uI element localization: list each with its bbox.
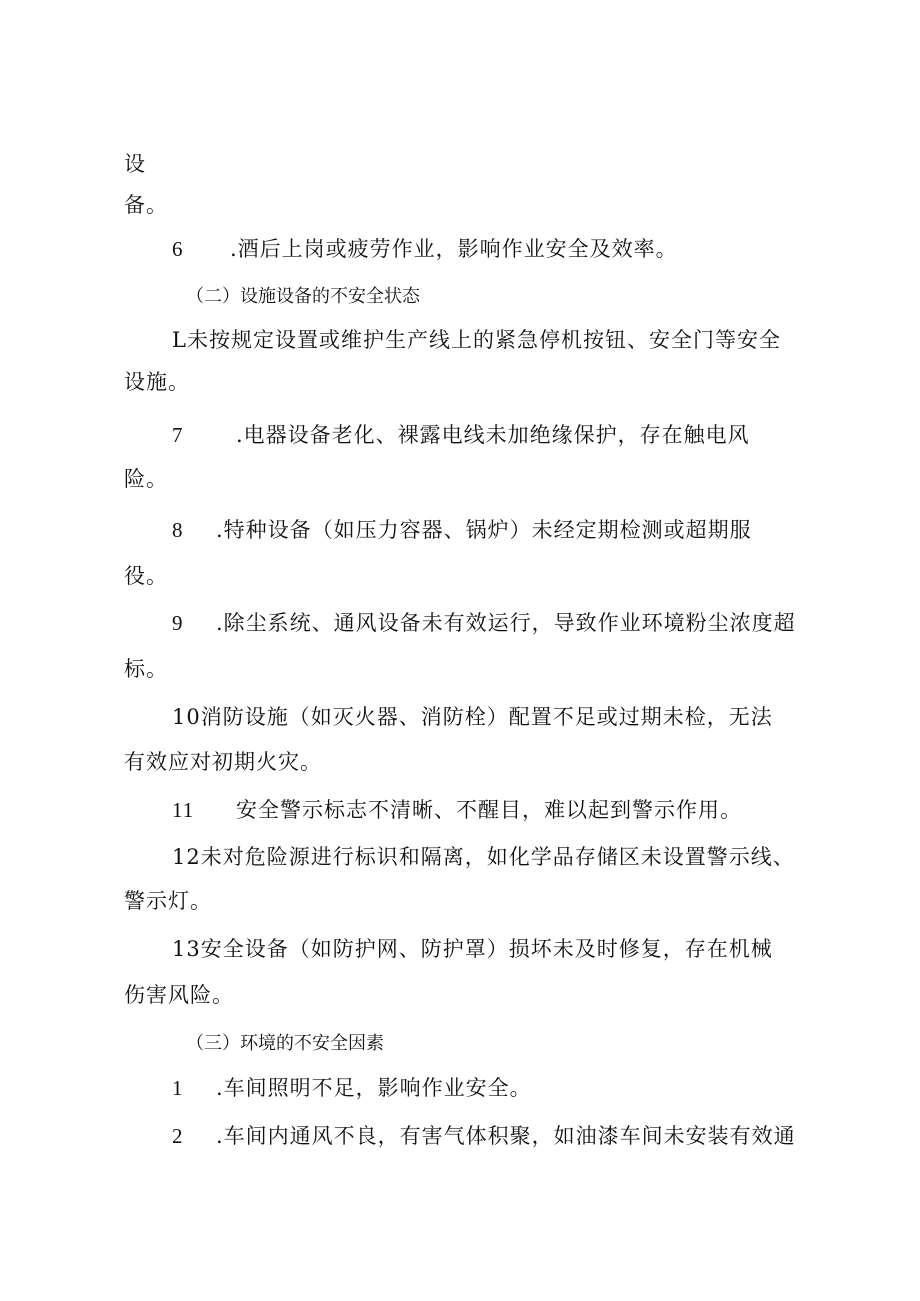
text-line	[124, 149, 146, 179]
text-line	[124, 190, 168, 220]
item-text: .特种设备（如压力容器、锅炉）未经定期检测或超期服	[216, 518, 752, 542]
list-item	[172, 608, 796, 638]
item-text: .电器设备老化、裸露电线未加绝缘保护，存在触电风	[236, 423, 750, 447]
item-text: 10消防设施（如灭火器、消防栓）配置不足或过期未检，无法	[172, 705, 773, 729]
text-line	[124, 747, 322, 777]
list-item	[172, 234, 678, 264]
line-text: 警示灯。	[124, 889, 212, 913]
item-number: 1	[172, 1076, 184, 1100]
line-text: 伤害风险。	[124, 983, 234, 1007]
line-text: 设	[124, 152, 146, 176]
item-text: 12未对危险源进行标识和隔离，如化学品存储区未设置警示线、	[172, 845, 795, 869]
text-line	[124, 654, 168, 684]
item-text: .车间内通风不良，有害气体积聚，如油漆车间未安装有效通	[216, 1124, 796, 1148]
line-text: 设施。	[124, 370, 190, 394]
line-text: 险。	[124, 467, 168, 491]
text-line	[124, 561, 168, 591]
item-number: 8	[172, 518, 184, 542]
item-number: 6	[172, 237, 184, 261]
line-text: 有效应对初期火灾。	[124, 750, 322, 774]
list-item	[172, 934, 773, 964]
line-text: 役。	[124, 564, 168, 588]
item-text: 13安全设备（如防护网、防护罩）损坏未及时修复，存在机械	[172, 937, 773, 961]
list-item	[172, 1121, 796, 1151]
item-number: 2	[172, 1124, 184, 1148]
list-item	[172, 420, 750, 450]
text-line	[124, 886, 212, 916]
text-line	[124, 464, 168, 494]
line-text: 备。	[124, 193, 168, 217]
text-line	[124, 980, 234, 1010]
item-number: 9	[172, 611, 184, 635]
item-text: .除尘系统、通风设备未有效运行，导致作业环境粉尘浓度超	[216, 611, 796, 635]
heading-text: （三）环境的不安全因素	[186, 1033, 384, 1054]
list-item	[172, 515, 752, 545]
item-text: L未按规定设置或维护生产线上的紧急停机按钮、安全门等安全	[172, 328, 781, 352]
list-item	[172, 795, 742, 825]
list-item	[172, 702, 773, 732]
text-line	[124, 367, 190, 397]
list-item	[172, 325, 781, 355]
item-number: 11	[172, 798, 195, 822]
list-item	[172, 842, 795, 872]
item-text: .车间照明不足，影响作业安全。	[216, 1076, 532, 1100]
line-text: 标。	[124, 657, 168, 681]
section-heading	[186, 1029, 384, 1059]
heading-text: （二）设施设备的不安全状态	[186, 286, 420, 307]
item-text: 安全警示标志不清晰、不醒目，难以起到警示作用。	[236, 798, 742, 822]
item-text: .酒后上岗或疲劳作业，影响作业安全及效率。	[230, 237, 678, 261]
list-item	[172, 1073, 532, 1103]
section-heading	[186, 282, 420, 312]
item-number: 7	[172, 423, 184, 447]
